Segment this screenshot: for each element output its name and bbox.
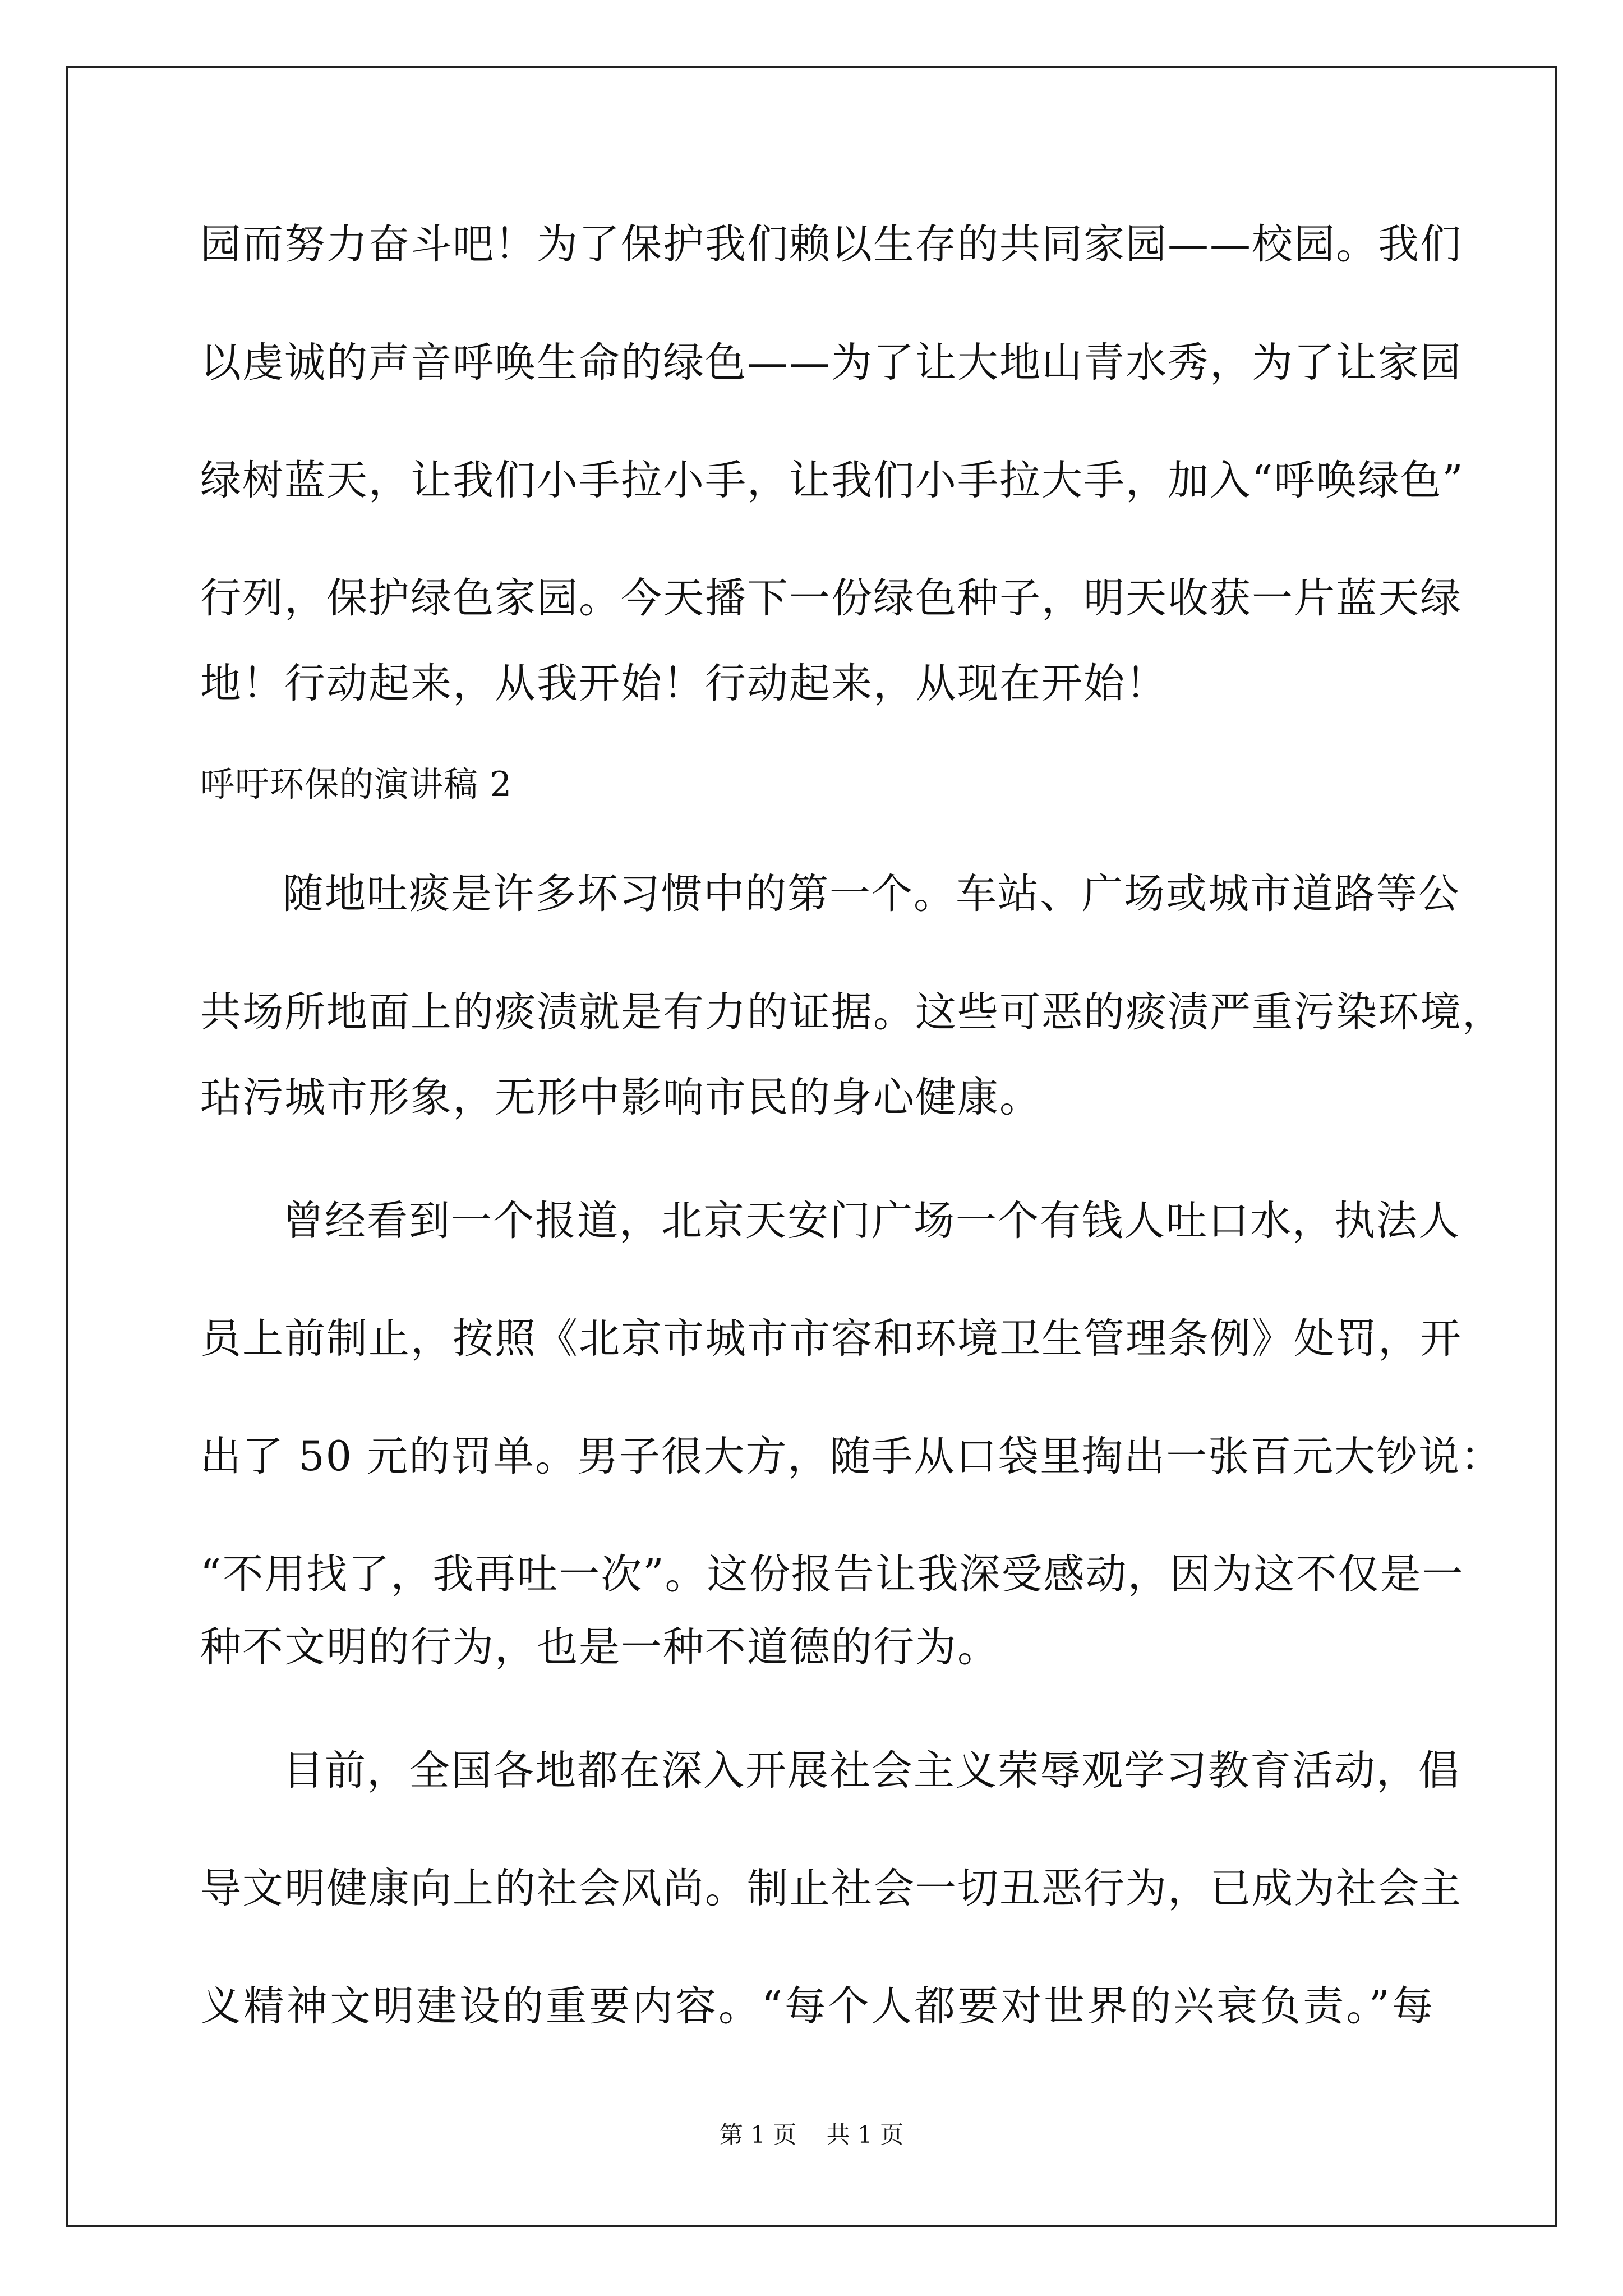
body-text-line: 导文明健康向上的社会风尚。制止社会一切丑恶行为，已成为社会主 [200, 1865, 1462, 1912]
body-text-line: 目前，全国各地都在深入开展社会主义荣辱观学习教育活动，倡 [283, 1747, 1460, 1795]
body-text-line: 以虔诚的声音呼唤生命的绿色——为了让大地山青水秀，为了让家园 [200, 339, 1462, 386]
section-heading: 呼吁环保的演讲稿 2 [200, 765, 513, 804]
body-text-line: 玷污城市形象，无形中影响市民的身心健康。 [200, 1074, 1041, 1121]
body-text-line: 绿树蓝天，让我们小手拉小手，让我们小手拉大手，加入“呼唤绿色” [200, 457, 1464, 504]
page-number-footer: 第 1 页 共 1 页 [719, 2121, 904, 2148]
body-text-line: 义精神文明建设的重要内容。“每个人都要对世界的兴衰负责。”每 [200, 1982, 1434, 2030]
body-text-line: 行列，保护绿色家园。今天播下一份绿色种子，明天收获一片蓝天绿 [200, 574, 1462, 622]
body-text-line: “不用找了，我再吐一次”。这份报告让我深受感动，因为这不仅是一 [200, 1550, 1464, 1598]
body-text-line: 随地吐痰是许多坏习惯中的第一个。车站、广场或城市道路等公 [283, 870, 1460, 918]
body-text-line: 地！行动起来，从我开始！行动起来，从现在开始！ [200, 660, 1168, 707]
body-text-line: 出了 50 元的罚单。男子很大方，随手从口袋里掏出一张百元大钞说： [200, 1433, 1503, 1480]
body-text-line: 种不文明的行为，也是一种不道德的行为。 [200, 1623, 999, 1671]
body-text-line: 共场所地面上的痰渍就是有力的证据。这些可恶的痰渍严重污染环境， [200, 988, 1504, 1036]
body-text-line: 员上前制止，按照《北京市城市市容和环境卫生管理条例》处罚，开 [200, 1315, 1462, 1363]
body-text-line: 园而努力奋斗吧！为了保护我们赖以生存的共同家园——校园。我们 [200, 220, 1462, 268]
body-text-line: 曾经看到一个报道，北京天安门广场一个有钱人吐口水，执法人 [283, 1197, 1460, 1245]
